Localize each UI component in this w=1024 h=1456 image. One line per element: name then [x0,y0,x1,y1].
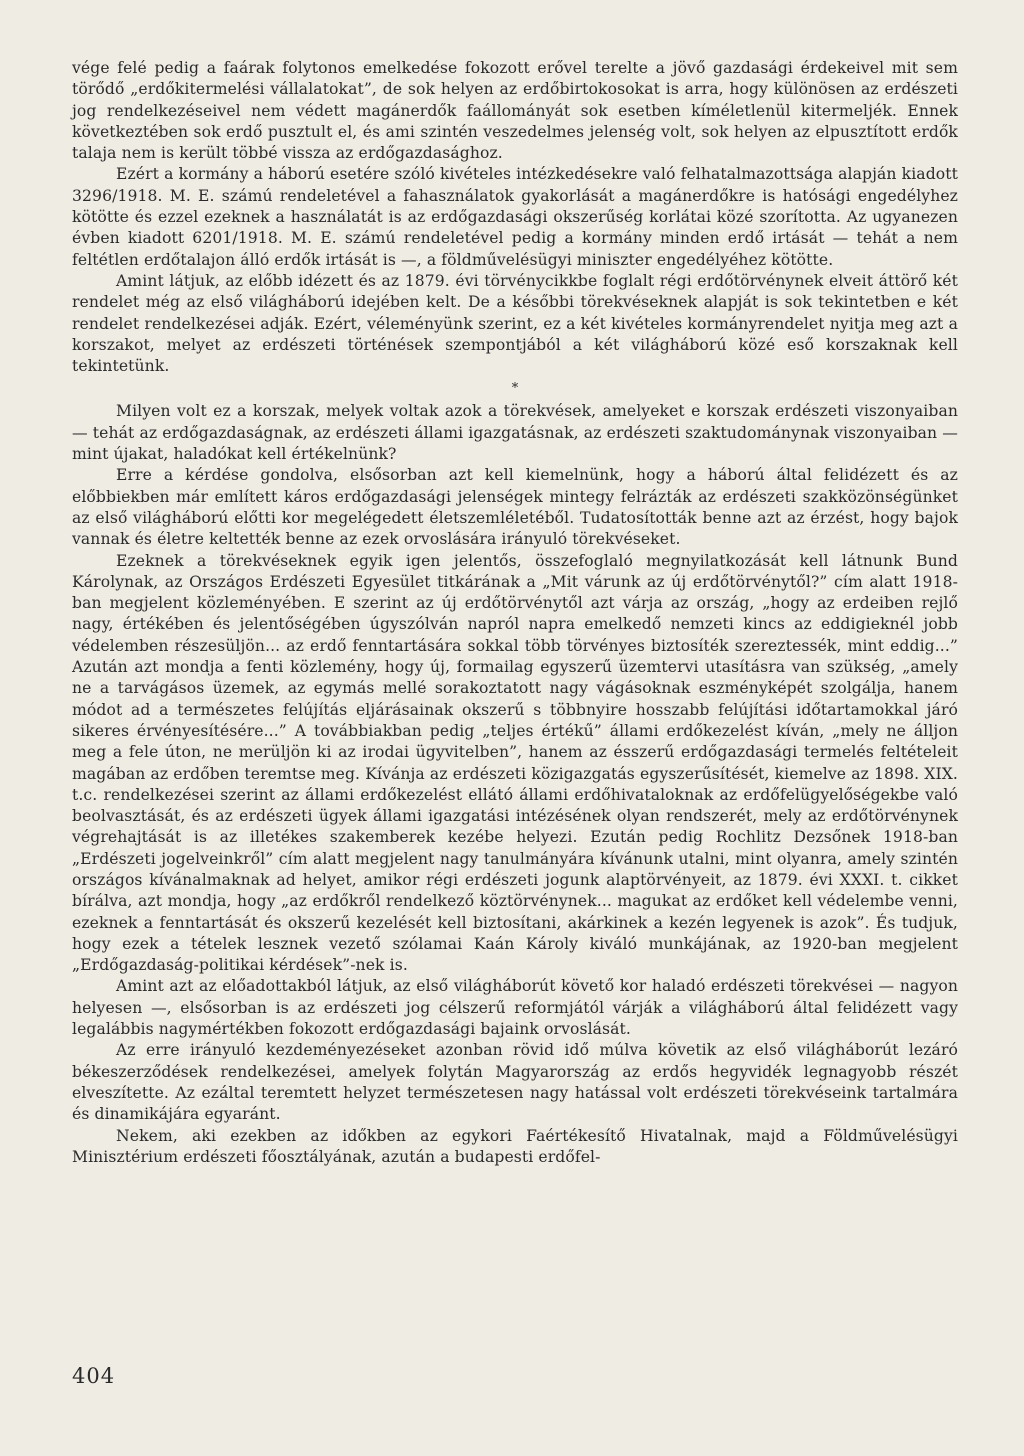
page-number: 404 [72,1364,116,1388]
paragraph-9: Nekem, aki ezekben az időkben az egykori Faértékesítő Hivatalnak, majd a Földművelésügyi Minisztérium erdészeti főosztályának, azután a budapesti erdőfel- [72,1126,958,1166]
paragraph-5: Erre a kérdése gondolva, elsősorban azt kell kiemelnünk, hogy a háború által felidézett és az előbbiekben már említett káros erdőgazdasági jelenségek mintegy felrázták az erdészeti szakközönségünket az első világháború előtti kor megelégedett életszemléletéből. Tudatosították benne azt az érzést, hogy bajok vannak és életre keltették benne az ezek orvoslására irányuló törekvéseket. [72,466,958,549]
paragraph-3: Amint látjuk, az előbb idézett és az 1879. évi törvénycikkbe foglalt régi erdőtörvénynek elveit áttörő két rendelet még az első világháború idejében kelt. De a későbbi törekvéseknek alapját is sok tekintetben e két rendelet rendelkezései adják. Ezért, véleményünk szerint, ez a két kivételes kormányrendelet nyitja meg azt a korszakot, melyet az erdészeti történések szempontjából a két világháború közé eső korszaknak kell tekintetünk. [72,271,958,376]
paragraph-2: Ezért a kormány a háború esetére szóló kivételes intézkedésekre való felhatalmazottsága alapján kiadott 3296/1918. M. E. számú rendeletével a fahasználatok gyakorlását a magánerdőkre is hatósági engedélyhez kötötte és ezzel ezeknek a használatát is az erdőgazdasági okszerűség korlátai közé szorította. Az ugyanezen évben kiadott 6201/1918. M. E. számú rendeletével pedig a kormány minden erdő irtását — tehát a nem feltétlen erdőtalajon álló erdők irtását is —, a földművelésügyi miniszter engedélyéhez kötötte. [72,165,958,269]
paragraph-1: vége felé pedig a faárak folytonos emelkedése fokozott erővel terelte a jövő gazdasági érdekeivel mit sem törődő „erdőkitermelési vállalatokat”, de sok helyen az erdőbirtokosokat is arra, hogy különösen az erdészeti jog rendelkezéseivel nem védett magánerdők faállományát sok esetben kíméletlenül kitermeljék. Ennek következtében sok erdő pusztult el, és ami szintén veszedelmes jelenség volt, sok helyen az elpusztított erdők talaja nem is került többé vissza az erdőgazdasághoz. [72,59,958,163]
paragraph-6: Ezeknek a törekvéseknek egyik igen jelentős, összefoglaló megnyilatkozását kell látnunk Bund Károlynak, az Országos Erdészeti Egyesület titkárának a „Mit várunk az új erdőtörvénytől?” cím alatt 1918-ban megjelent közleményében. E szerint az új erdőtörvénytől azt várja az ország, „hogy az erdeiben rejlő nagy, értékében és jelentőségében úgyszólván napról napra emelkedő nemzeti kincs az eddigieknél jobb védelemben részesüljön... az erdő fenntartására sokkal több törvényes biztosíték szereztessék, mint eddig...” Azután azt mondja a fenti közlemény, hogy új, formailag egyszerű üzemtervi utasításra van szükség, „amely ne a tarvágásos üzemek, az egymás mellé sorakoztatott nagy vágásoknak eszményképét szolgálja, hanem módot ad a természetes felújítás eljárásainak okszerű s többnyire hosszabb felújítási időtartamokkal járó sikeres érvényesítésére...” A továbbiakban pedig „teljes értékű” állami erdőkezelést kíván, „mely ne álljon meg a fele úton, ne merüljön ki az irodai ügyvitelben”, hanem az ésszerű erdőgazdasági termelés feltételeit magában az erdőben teremtse meg. Kívánja az erdészeti közigazgatás egyszerűsítését, kiemelve az 1898. XIX. t.c. rendelkezései szerint az állami erdőkezelést ellátó állami erdőhivataloknak az erdőfelügyelőségekbe való beolvasztását, és az erdészeti ügyek állami igazgatási intézésének olyan rendszerét, mely az erdőtörvénynek végrehajtását is az illetékes szakemberek kezébe helyezi. Ezután pedig Rochlitz Dezsőnek 1918-ban „Erdészeti jogelveinkről” cím alatt megjelent nagy tanulmányára kívánunk utalni, mint olyanra, amely szintén országos kívánalmaknak ad helyet, amikor régi erdészeti jogunk alaptörvényeit, az 1879. évi XXXI. t. cikket bírálva, azt mondja, hogy „az erdőkről rendelkező köztörvénynek... magukat az erdőket kell védelembe venni, ezeknek a fenntartását és okszerű kezelését kell biztosítani, akárkinek a kezén legyenek is azok”. És tudjuk, hogy ezek a tételek lesznek vezető szólamai Kaán Károly kiváló munkájának, az 1920-ban megjelent „Erdőgazdaság-politikai kérdések”-nek is. [72,551,958,975]
paragraph-7: Amint azt az előadottakból látjuk, az első világháborút követő kor haladó erdészeti törekvései — nagyon helyesen —, elsősorban is az erdészeti jog célszerű reformjától várják a világháború által felidézett vagy legalábbis nagymértékben fokozott erdőgazdasági bajaink orvoslását. [72,977,958,1039]
paragraph-4: Milyen volt ez a korszak, melyek voltak azok a törekvések, amelyeket e korszak erdészeti viszonyaiban — tehát az erdőgazdaságnak, az erdészeti állami igazgatásnak, az erdészeti szaktudománynak viszonyaiban — mint újakat, haladókat kell értékelnünk? [72,402,958,464]
paragraph-8: Az erre irányuló kezdeményezéseket azonban rövid idő múlva követik az első világháborút lezáró békeszerződések rendelkezései, amelyek folytán Magyarország az erdős hegyvidék legnagyobb részét elveszítette. Az ezáltal teremtett helyzet természetesen nagy hatással volt erdészeti törekvéseink tartalmára és dinamikájára egyaránt. [72,1041,958,1124]
section-separator: * [511,381,519,397]
body-text [72,58,958,1168]
